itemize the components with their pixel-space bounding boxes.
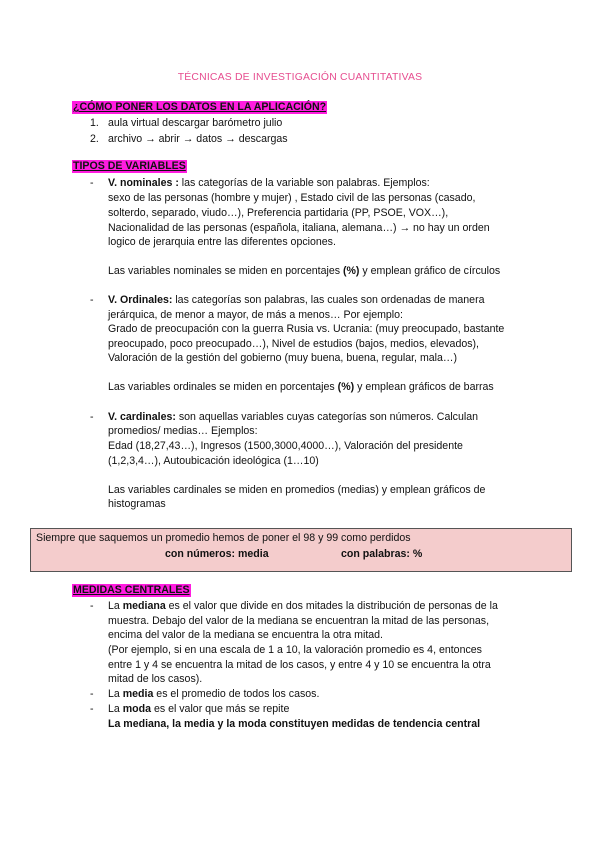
- step-text: archivo → abrir → datos → descargas: [108, 133, 288, 145]
- nominales-line: Nacionalidad de las personas (española, italiana, alemana…) → no hay un orden: [108, 222, 490, 234]
- nominales-lead: V. nominales : las categorías de la variable son palabras. Ejemplos:: [108, 177, 430, 189]
- document-title: TÉCNICAS DE INVESTIGACIÓN CUANTITATIVAS: [177, 72, 423, 83]
- ordinales-line: jerárquica, de menor a mayor, de más a menos… Por ejemplo:: [108, 309, 403, 321]
- promedio-note-box: [30, 528, 572, 572]
- bullet-dash: -: [90, 177, 94, 189]
- bullet-dash: -: [90, 703, 94, 715]
- media-term: media: [122, 688, 154, 700]
- cardinales-term: V. cardinales:: [108, 411, 176, 423]
- cardinales-note: Las variables cardinales se miden en promedios (medias) y emplean gráficos de: [108, 484, 486, 496]
- ordinales-line: preocupado, poco preocupado…), Nivel de estudios (bajos, medios, elevados),: [108, 338, 479, 350]
- bullet-dash: -: [90, 600, 94, 612]
- box-numeros: con números: media: [165, 548, 269, 560]
- ordinales-line: Valoración de la gestión del gobierno (muy buena, buena, regular, mala…): [108, 352, 458, 364]
- bullet-dash: -: [90, 294, 94, 306]
- mediana-lead: La mediana es el valor que divide en dos mitades la distribución de personas de la: [108, 600, 498, 612]
- moda-term: moda: [122, 703, 151, 715]
- step-number: 1.: [90, 117, 99, 129]
- cardinales-line: (1,2,3,4…), Autoubicación ideológica (1…10): [108, 455, 319, 467]
- ordinales-lead: V. Ordinales: las categorías son palabras, las cuales son ordenadas de manera: [108, 294, 485, 306]
- mediana-line: muestra. Debajo del valor de la mediana se encuentran la mitad de las personas,: [108, 615, 490, 627]
- section-heading-tipos: TIPOS DE VARIABLES: [73, 160, 186, 172]
- ordinales-term: V. Ordinales:: [108, 294, 173, 306]
- box-palabras: con palabras: %: [341, 548, 423, 560]
- section-heading-datos: ¿CÓMO PONER LOS DATOS EN LA APLICACIÓN?: [73, 101, 327, 113]
- ordinales-line: Grado de preocupación con la guerra Rusia vs. Ucrania: (muy preocupado, bastante: [108, 323, 505, 335]
- box-line: Siempre que saquemos un promedio hemos de poner el 98 y 99 como perdidos: [36, 532, 411, 544]
- ordinales-note: Las variables ordinales se miden en porcentajes (%) y emplean gráficos de barras: [108, 381, 494, 393]
- step-number: 2.: [90, 133, 99, 145]
- mediana-line: entre 1 y 4 se encuentra la mitad de los casos, y entre 4 y 10 se encuentra la otra: [108, 659, 491, 671]
- section-heading-medidas: MEDIDAS CENTRALES: [73, 584, 190, 596]
- moda-item: La moda es el valor que más se repite: [108, 703, 290, 715]
- nominales-line: sexo de las personas (hombre y mujer) , Estado civil de las personas (casado,: [108, 192, 476, 204]
- mediana-term: mediana: [122, 600, 166, 612]
- conclusion: La mediana, la media y la moda constituyen medidas de tendencia central: [108, 718, 481, 730]
- nominales-note: Las variables nominales se miden en porcentajes (%) y emplean gráfico de círculos: [108, 265, 501, 277]
- cardinales-line: promedios/ medias… Ejemplos:: [108, 425, 258, 437]
- bullet-dash: -: [90, 688, 94, 700]
- bullet-dash: -: [90, 411, 94, 423]
- mediana-line: encima del valor de la mediana se encuentra la otra mitad.: [108, 629, 384, 641]
- mediana-line: (Por ejemplo, si en una escala de 1 a 10, la valoración promedio es 4, entonces: [108, 644, 482, 656]
- media-item: La media es el promedio de todos los casos.: [108, 688, 320, 700]
- mediana-line: mitad de los casos).: [108, 673, 203, 685]
- nominales-line: logico de jerarquia entre las diferentes opciones.: [108, 236, 336, 248]
- cardinales-line: Edad (18,27,43…), Ingresos (1500,3000,4000…), Valoración del presidente: [108, 440, 463, 452]
- step-text: aula virtual descargar barómetro julio: [108, 117, 283, 129]
- nominales-term: V. nominales :: [108, 177, 179, 189]
- cardinales-note: histogramas: [108, 498, 166, 510]
- cardinales-lead: V. cardinales: son aquellas variables cuyas categorías son números. Calculan: [108, 411, 479, 423]
- nominales-line: solterdo, separado, viudo…), Preferencia partidaria (PP, PSOE, VOX…),: [108, 207, 449, 219]
